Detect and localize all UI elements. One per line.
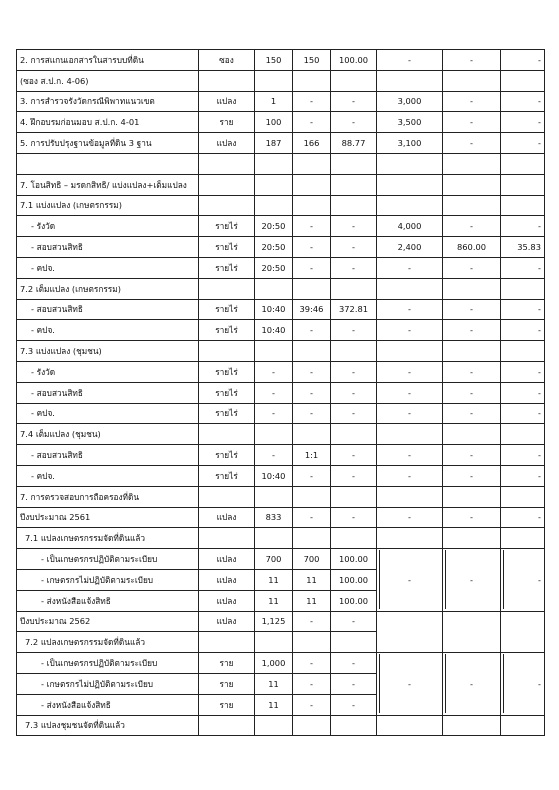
spent-percent-cell: - [501,465,545,486]
result-cell: - [293,237,331,258]
target-cell: 1 [255,91,293,112]
bracket-tick [379,654,380,713]
result-cell: - [293,653,331,674]
target-cell [255,424,293,445]
spent-cell: - [443,507,501,528]
spent-percent-cell: - [501,50,545,71]
item-cell: - สอบสวนสิทธิ [17,382,199,403]
budget-cell: 4,000 [377,216,443,237]
spent-percent-cell: - [501,445,545,466]
table-row [17,153,545,174]
item-cell: 7.3 แปลงชุมชนจัดที่ดินแล้ว [17,715,199,736]
unit-cell: รายไร่ [199,361,255,382]
target-cell: 11 [255,673,293,694]
budget-cell: - [377,403,443,424]
spent-cell: - [443,257,501,278]
spent-cell: - [443,216,501,237]
unit-cell: รายไร่ [199,465,255,486]
item-cell: - รังวัด [17,361,199,382]
spent-percent-cell: - [501,216,545,237]
table-row [17,549,545,570]
budget-cell: - [377,445,443,466]
table-row [17,382,545,403]
spent-percent-cell [501,70,545,91]
spent-cell: - [443,465,501,486]
unit-cell: แปลง [199,611,255,632]
result-cell [293,278,331,299]
table-row [17,216,545,237]
unit-cell: ราย [199,673,255,694]
unit-cell: รายไร่ [199,257,255,278]
target-cell [255,486,293,507]
budget-cell: 3,100 [377,133,443,154]
unit-cell [199,153,255,174]
unit-cell: รายไร่ [199,216,255,237]
unit-cell: ซอง [199,50,255,71]
target-cell [255,195,293,216]
target-cell [255,153,293,174]
item-cell [17,153,199,174]
item-cell: 7.3 แบ่งแปลง (ชุมชน) [17,341,199,362]
percent-cell: - [331,257,377,278]
result-cell [293,70,331,91]
budget-cell: - [377,465,443,486]
percent-cell: - [331,611,377,632]
result-cell: - [293,465,331,486]
percent-cell [331,632,377,653]
result-cell: 11 [293,590,331,611]
percent-cell: - [331,653,377,674]
unit-cell: รายไร่ [199,403,255,424]
table-row [17,278,545,299]
spent-percent-cell [501,715,545,736]
budget-cell: - [377,320,443,341]
spent-percent-cell: - [501,653,545,715]
percent-cell [331,278,377,299]
bracket-tick [445,654,446,713]
item-cell: 7.4 เต็มแปลง (ชุมชน) [17,424,199,445]
result-cell: - [293,507,331,528]
budget-cell: - [377,361,443,382]
unit-cell [199,341,255,362]
target-cell: 150 [255,50,293,71]
table-row [17,299,545,320]
spent-cell: - [443,50,501,71]
table-row [17,465,545,486]
percent-cell: - [331,445,377,466]
table-row [17,486,545,507]
result-cell [293,341,331,362]
target-cell: 1,000 [255,653,293,674]
spent-percent-cell: - [501,91,545,112]
result-cell: - [293,257,331,278]
percent-cell: - [331,694,377,715]
item-cell: 7. โอนสิทธิ – มรดกสิทธิ/ แบ่งแปลง+เต็มแปลง [17,174,199,195]
result-cell: 700 [293,549,331,570]
spent-cell [443,424,501,445]
result-cell [293,153,331,174]
result-cell [293,174,331,195]
target-cell [255,715,293,736]
unit-cell [199,424,255,445]
budget-cell: - [377,299,443,320]
unit-cell [199,486,255,507]
item-cell: - รังวัด [17,216,199,237]
spent-cell [443,611,501,653]
percent-cell: 100.00 [331,549,377,570]
result-cell: - [293,694,331,715]
spent-cell [443,528,501,549]
item-cell: 7.2 เต็มแปลง (เกษตรกรรม) [17,278,199,299]
budget-cell [377,278,443,299]
table-row [17,507,545,528]
bracket-tick [503,550,504,609]
budget-cell [377,528,443,549]
spent-percent-cell: - [501,382,545,403]
result-cell: - [293,673,331,694]
result-cell: 39:46 [293,299,331,320]
table-row [17,424,545,445]
percent-cell: - [331,382,377,403]
percent-cell: 100.00 [331,569,377,590]
results-table [16,49,545,736]
table-row [17,361,545,382]
unit-cell: รายไร่ [199,320,255,341]
unit-cell: ราย [199,694,255,715]
unit-cell [199,70,255,91]
bracket-tick [445,550,446,609]
spent-percent-cell: - [501,112,545,133]
budget-cell: - [377,653,443,715]
percent-cell: 100.00 [331,590,377,611]
result-cell: - [293,216,331,237]
table-row [17,133,545,154]
table-row [17,715,545,736]
table-row [17,91,545,112]
unit-cell [199,528,255,549]
percent-cell [331,195,377,216]
table-row [17,50,545,71]
unit-cell: แปลง [199,549,255,570]
percent-cell [331,486,377,507]
target-cell: 11 [255,694,293,715]
item-cell: 3. การสำรวจรังวัดกรณีพิพาทแนวเขต [17,91,199,112]
spent-percent-cell [501,278,545,299]
table-row [17,528,545,549]
spent-percent-cell [501,528,545,549]
item-cell: 4. ฝึกอบรมก่อนมอบ ส.ป.ก. 4-01 [17,112,199,133]
budget-cell [377,611,443,653]
item-cell: ปีงบประมาณ 2561 [17,507,199,528]
budget-cell: - [377,257,443,278]
item-cell: 7.1 แบ่งแปลง (เกษตรกรรม) [17,195,199,216]
target-cell: 10:40 [255,465,293,486]
target-cell: 10:40 [255,299,293,320]
budget-cell [377,174,443,195]
result-cell: - [293,361,331,382]
percent-cell: - [331,320,377,341]
table-body [17,50,545,736]
unit-cell: รายไร่ [199,237,255,258]
percent-cell: - [331,237,377,258]
budget-cell: - [377,507,443,528]
spent-cell: - [443,653,501,715]
unit-cell: แปลง [199,590,255,611]
bracket-tick [379,550,380,609]
target-cell [255,278,293,299]
table-row [17,70,545,91]
result-cell: 1:1 [293,445,331,466]
unit-cell: แปลง [199,569,255,590]
spent-cell: - [443,549,501,611]
spent-percent-cell: - [501,320,545,341]
target-cell: 20:50 [255,237,293,258]
unit-cell: รายไร่ [199,382,255,403]
target-cell: - [255,445,293,466]
spent-percent-cell [501,153,545,174]
target-cell [255,341,293,362]
unit-cell: แปลง [199,91,255,112]
table-row [17,237,545,258]
spent-cell: - [443,320,501,341]
percent-cell [331,424,377,445]
target-cell [255,528,293,549]
table-row [17,257,545,278]
unit-cell: รายไร่ [199,445,255,466]
target-cell [255,174,293,195]
budget-cell [377,341,443,362]
spent-cell [443,486,501,507]
table-row [17,112,545,133]
spent-cell [443,278,501,299]
result-cell [293,715,331,736]
item-cell: - คปจ. [17,320,199,341]
percent-cell [331,528,377,549]
budget-cell [377,715,443,736]
spent-percent-cell: - [501,549,545,611]
budget-cell: 2,400 [377,237,443,258]
result-cell [293,195,331,216]
unit-cell: รายไร่ [199,299,255,320]
result-cell: 150 [293,50,331,71]
table-row [17,445,545,466]
item-cell: - ส่งหนังสือแจ้งสิทธิ [17,590,199,611]
spent-cell: - [443,403,501,424]
table-row [17,653,545,674]
percent-cell: - [331,465,377,486]
item-cell: - คปจ. [17,257,199,278]
target-cell: 833 [255,507,293,528]
result-cell: - [293,112,331,133]
spent-cell: - [443,445,501,466]
unit-cell: ราย [199,653,255,674]
percent-cell: - [331,216,377,237]
spent-percent-cell: - [501,507,545,528]
target-cell: 700 [255,549,293,570]
spent-percent-cell [501,341,545,362]
result-cell [293,486,331,507]
target-cell: 11 [255,590,293,611]
spent-percent-cell: 35.83 [501,237,545,258]
target-cell: - [255,403,293,424]
spent-cell: - [443,299,501,320]
target-cell: 187 [255,133,293,154]
percent-cell: - [331,507,377,528]
target-cell: 1,125 [255,611,293,632]
result-cell: - [293,91,331,112]
item-cell: - สอบสวนสิทธิ [17,237,199,258]
spent-percent-cell [501,174,545,195]
budget-cell: - [377,50,443,71]
result-cell [293,528,331,549]
percent-cell [331,341,377,362]
item-cell: 5. การปรับปรุงฐานข้อมูลที่ดิน 3 ฐาน [17,133,199,154]
result-cell [293,632,331,653]
percent-cell: - [331,91,377,112]
spent-cell: 860.00 [443,237,501,258]
item-cell: - คปจ. [17,403,199,424]
target-cell: 20:50 [255,257,293,278]
spent-percent-cell: - [501,257,545,278]
item-cell: (ซอง ส.ป.ก. 4-06) [17,70,199,91]
item-cell: 7. การตรวจสอบการถือครองที่ดิน [17,486,199,507]
spent-cell [443,174,501,195]
target-cell: 100 [255,112,293,133]
spent-percent-cell [501,611,545,653]
spent-cell [443,715,501,736]
spent-cell [443,341,501,362]
percent-cell [331,70,377,91]
unit-cell: ราย [199,112,255,133]
percent-cell: 88.77 [331,133,377,154]
spent-cell [443,195,501,216]
budget-cell [377,153,443,174]
unit-cell [199,632,255,653]
result-cell: - [293,403,331,424]
budget-cell [377,486,443,507]
percent-cell: 372.81 [331,299,377,320]
spent-percent-cell [501,195,545,216]
table-row [17,403,545,424]
percent-cell: - [331,403,377,424]
spent-cell: - [443,112,501,133]
budget-cell [377,424,443,445]
table-row [17,195,545,216]
target-cell: 10:40 [255,320,293,341]
percent-cell [331,715,377,736]
item-cell: - คปจ. [17,465,199,486]
target-cell: - [255,361,293,382]
spent-cell: - [443,91,501,112]
spent-cell: - [443,382,501,403]
item-cell: - ส่งหนังสือแจ้งสิทธิ [17,694,199,715]
unit-cell: แปลง [199,133,255,154]
percent-cell: 100.00 [331,50,377,71]
target-cell [255,70,293,91]
spent-percent-cell: - [501,361,545,382]
unit-cell [199,195,255,216]
unit-cell [199,278,255,299]
spent-percent-cell [501,424,545,445]
item-cell: - สอบสวนสิทธิ [17,299,199,320]
spent-percent-cell: - [501,133,545,154]
unit-cell [199,174,255,195]
table-row [17,611,545,632]
item-cell: - เกษตรกรไม่ปฏิบัติตามระเบียบ [17,569,199,590]
spent-percent-cell: - [501,299,545,320]
spent-cell: - [443,133,501,154]
budget-cell: 3,000 [377,91,443,112]
target-cell: - [255,382,293,403]
result-cell: - [293,382,331,403]
target-cell: 20:50 [255,216,293,237]
budget-cell: - [377,549,443,611]
result-cell: 11 [293,569,331,590]
target-cell: 11 [255,569,293,590]
spent-percent-cell: - [501,403,545,424]
item-cell: 7.2 แปลงเกษตรกรรมจัดที่ดินแล้ว [17,632,199,653]
budget-cell: - [377,382,443,403]
spent-cell [443,153,501,174]
item-cell: - สอบสวนสิทธิ [17,445,199,466]
percent-cell: - [331,361,377,382]
bracket-tick [503,654,504,713]
item-cell: - เป็นเกษตรกรปฏิบัติตามระเบียบ [17,549,199,570]
percent-cell [331,174,377,195]
result-cell [293,424,331,445]
budget-cell: 3,500 [377,112,443,133]
percent-cell: - [331,673,377,694]
result-cell: - [293,320,331,341]
spent-cell: - [443,361,501,382]
percent-cell: - [331,112,377,133]
budget-cell [377,70,443,91]
budget-cell [377,195,443,216]
spent-percent-cell [501,486,545,507]
table-row [17,320,545,341]
table-row [17,341,545,362]
item-cell: 7.1 แปลงเกษตรกรรมจัดที่ดินแล้ว [17,528,199,549]
item-cell: 2. การสแกนเอกสารในสารบบที่ดิน [17,50,199,71]
percent-cell [331,153,377,174]
item-cell: - เกษตรกรไม่ปฏิบัติตามระเบียบ [17,673,199,694]
item-cell: - เป็นเกษตรกรปฏิบัติตามระเบียบ [17,653,199,674]
table-row [17,174,545,195]
result-cell: 166 [293,133,331,154]
item-cell: ปีงบประมาณ 2562 [17,611,199,632]
result-cell: - [293,611,331,632]
target-cell [255,632,293,653]
spent-cell [443,70,501,91]
unit-cell: แปลง [199,507,255,528]
unit-cell [199,715,255,736]
